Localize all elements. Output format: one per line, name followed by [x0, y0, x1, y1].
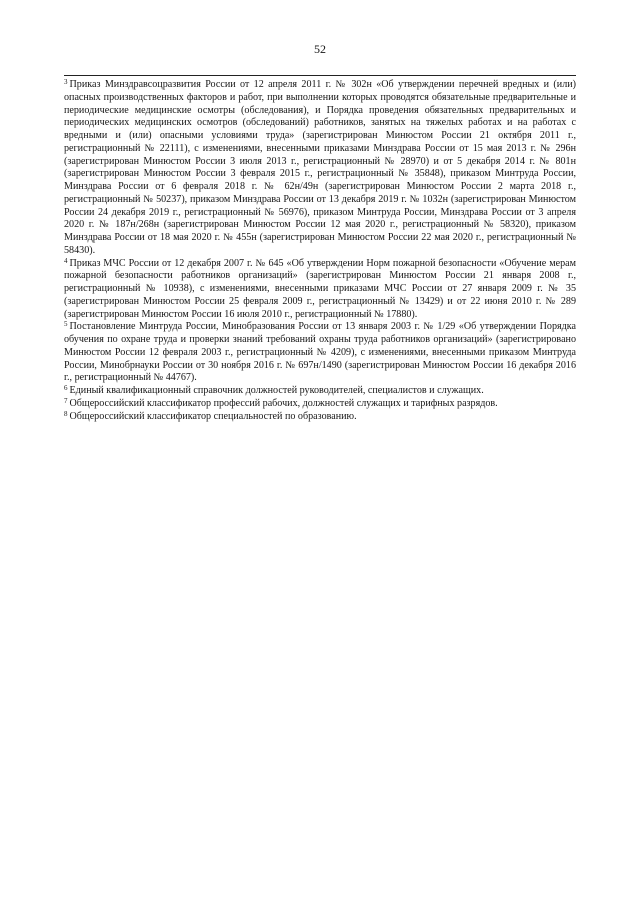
footnote-mark: 4 — [64, 256, 68, 265]
footnote-mark: 6 — [64, 384, 68, 392]
footnote-separator — [64, 75, 576, 76]
footnote-mark: 7 — [64, 396, 68, 405]
footnote-mark: 5 — [64, 320, 68, 329]
footnote-7 — [64, 398, 576, 411]
footnote-text: Постановление Минтруда России, Минобразования России от 13 января 2003 г. № 1/29 «Об утверждении Порядка обучения по охране труда и проверки знаний требований охраны труда работников организаций» (зарегистрировано Минюстом России 12 февраля 2003 г., регистрационный № 4209), с изменениями, внесенными приказом Минтруда России, Минобрнауки России от 30 ноября 2016 г. № 697н/1490 (зарегистрирован Минюстом России 16 декабря 2016 г., регистрационный № 44767). — [64, 321, 576, 384]
footnote-text: Приказ Минздравсоцразвития России от 12 апреля 2011 г. № 302н «Об утверждении перечней вредных и (или) опасных производственных факторов и работ, при выполнении которых проводятся обязательные предварительные и периодические медицинские осмотры (обследования), и Порядка проведения обязательных предварительных и периодических медицинских осмотров (обследований) работников, занятых на тяжелых работах и на работах с вредными и (или) опасными условиями труда» (зарегистрирован Минюстом России 21 октября 2011 г., регистрационный № 22111), с изменениями, внесенными приказами Минздрава России от 15 мая 2013 г. № 296н (зарегистрирован Минюстом России 3 июля 2013 г., регистрационный № 28970) и от 5 декабря 2014 г. № 801н (зарегистрирован Минюстом России 3 февраля 2015 г., регистрационный № 35848), приказом Минтруда России, Минздрава России от 6 февраля 2018 г. № 62н/49н (зарегистрирован Минюстом России 2 марта 2018 г., регистрационный № 50237), приказом Минздрава России от 13 декабря 2019 г. № 1032н (зарегистрирован Минюстом России 24 декабря 2019 г., регистрационный № 56976), приказом Минтруда России, Минздрава России от 3 апреля 2020 г. № 187н/268н (зарегистрирован Минюстом России 12 мая 2020 г., регистрационный № 58320), приказом Минздрава России от 18 мая 2020 г. № 455н (зарегистрирован Минюстом России 22 мая 2020 г., регистрационный № 58430). — [64, 79, 576, 256]
footnote-text: Общероссийский классификатор специальностей по образованию. — [69, 410, 357, 422]
footnote-text: Приказ МЧС России от 12 декабря 2007 г. № 645 «Об утверждении Норм пожарной безопасности «Обучение мерам пожарной безопасности работников организаций» (зарегистрирован Минюстом России 21 января 2008 г., регистрационный № 10938), с изменениями, внесенными приказами МЧС России от 27 января 2009 г. № 35 (зарегистрирован Минюстом России 25 февраля 2009 г., регистрационный № 13429) и от 22 июня 2010 г. № 289 (зарегистрирован Минюстом России 16 июля 2010 г., регистрационный № 17880). — [64, 257, 576, 320]
footnote-8 — [64, 411, 576, 424]
footnotes-section — [64, 79, 576, 423]
footnote-text: Единый квалификационный справочник должностей руководителей, специалистов и служащих. — [69, 385, 484, 396]
footnote-mark: 3 — [64, 78, 68, 86]
footnote-4 — [64, 258, 576, 322]
page-number: 52 — [314, 42, 326, 56]
footnote-6 — [64, 385, 576, 398]
footnote-5 — [64, 321, 576, 385]
footnote-text: Общероссийский классификатор профессий рабочих, должностей служащих и тарифных разрядов. — [69, 397, 498, 409]
footnote-3 — [64, 79, 576, 258]
footnote-mark: 8 — [64, 409, 68, 418]
